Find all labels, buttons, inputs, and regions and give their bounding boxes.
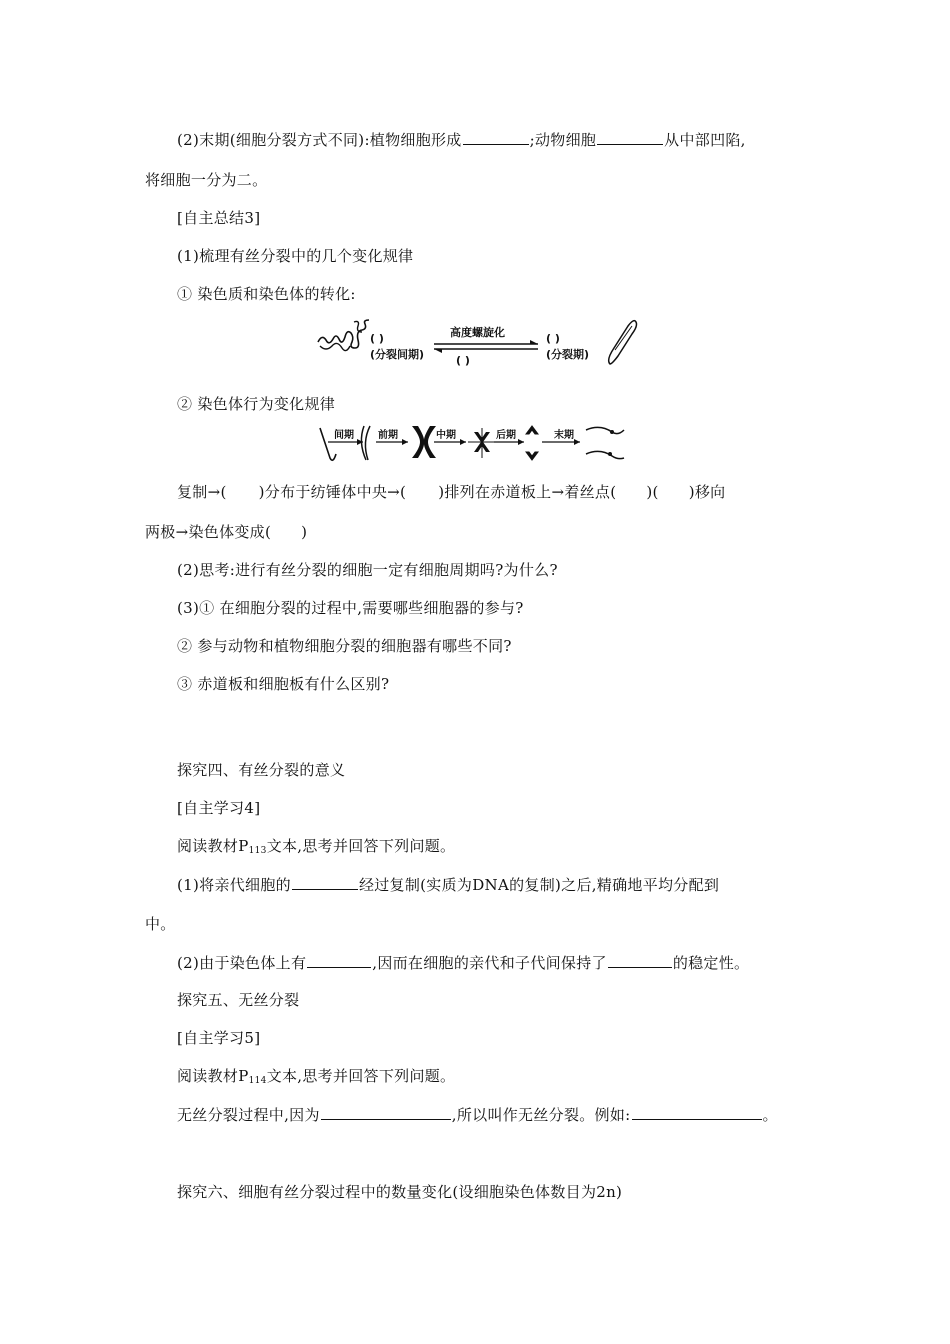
blank-cell-membrane[interactable] [597,129,663,145]
fig1-left-label: (分裂间期) [370,348,425,361]
sec5-q-b: ,所以叫作无丝分裂。例如: [451,1106,631,1124]
telophase-text-c: 从中部凹陷, [664,131,746,149]
seq-text-a: 复制→( [177,483,227,501]
x-chromosome-icon [412,426,436,458]
summary3-heading: [自主总结3] [177,209,261,227]
sec4-q1-b: 经过复制(实质为DNA的复制)之后,精确地平均分配到 [358,876,720,894]
summary3-sub1: ① 染色质和染色体的转化: [177,285,356,303]
sec4-read-line [177,836,455,861]
seq-text-b: )分布于纺锤体中央→( [258,483,407,501]
fig1-left-paren: ( ) [370,332,384,345]
summary3-item3b: ② 参与动物和植物细胞分裂的细胞器有哪些不同? [177,637,512,655]
blank-reason[interactable] [321,1104,451,1120]
blank-example[interactable] [632,1104,762,1120]
seq-text-c: )排列在赤道板上→着丝点( [438,483,617,501]
sec4-q2-c: 的稳定性。 [672,954,750,972]
summary3-sub2: ② 染色体行为变化规律 [177,395,336,413]
sec4-read-b: 文本,思考并回答下列问题。 [266,837,456,855]
chromatin-icon [318,320,369,348]
summary3-item2: (2)思考:进行有丝分裂的细胞一定有细胞周期吗?为什么? [177,561,558,579]
fig1-arrow-top: 高度螺旋化 [450,326,505,339]
sec4-q2-b: ,因而在细胞的亲代和子代间保持了 [372,954,607,972]
fig1-right-label: (分裂期) [546,348,590,361]
blank-inheritance[interactable] [608,952,672,968]
stage-telophase-label: 末期 [554,430,574,441]
summary3-item3: (3)① 在细胞分裂的过程中,需要哪些细胞器的参与? [177,599,524,617]
blank-genetic-material[interactable] [307,952,371,968]
blank-chromosomes[interactable] [292,874,358,890]
sec4-q1-line-2: 中。 [145,915,176,933]
telophase-text-b: ;动物细胞 [529,131,597,149]
sec4-q2-line [177,952,749,973]
sec5-title: 探究五、无丝分裂 [177,991,300,1009]
fig1-arrow-bottom: ( ) [456,354,470,367]
chromosome-icon [609,321,637,364]
sec5-q-a: 无丝分裂过程中,因为 [177,1106,320,1124]
sec4-heading: [自主学习4] [177,799,261,817]
sec4-page-number: 113 [248,846,267,856]
anaphase-chromosome-icon [526,426,538,460]
sec4-title: 探究四、有丝分裂的意义 [177,761,346,779]
sec5-page-number: 114 [248,1076,267,1086]
sec5-read-line [177,1066,455,1091]
fig1-right-paren: ( ) [546,332,560,345]
sec5-q-line [177,1104,778,1125]
seq-text-e: )移向 [688,483,726,501]
sec5-heading: [自主学习5] [177,1029,261,1047]
seq-text-d: )( [646,483,659,501]
telophase-line [177,129,746,150]
sec4-read-a: 阅读教材P [177,837,249,855]
sec4-q2-a: (2)由于染色体上有 [177,954,307,972]
sec6-title: 探究六、细胞有丝分裂过程中的数量变化(设细胞染色体数目为2n) [177,1183,623,1201]
sec5-read-a: 阅读教材P [177,1067,249,1085]
sec4-q1-a: (1)将亲代细胞的 [177,876,291,894]
seq-text-g: ) [301,523,308,541]
sec5-q-c: 。 [762,1106,778,1124]
seq-text-f: 两极→染色体变成( [145,523,272,541]
telophase-text-a: (2)末期(细胞分裂方式不同):植物细胞形成 [177,131,462,149]
chromatin-chromosome-diagram [310,312,640,374]
telophase-chromatin-icon [586,427,624,458]
stage-interphase-label: 间期 [334,430,354,441]
blank-cell-plate[interactable] [463,129,529,145]
stage-anaphase-label: 后期 [496,430,516,441]
sec5-read-b: 文本,思考并回答下列问题。 [266,1067,456,1085]
telophase-line-2: 将细胞一分为二。 [145,171,268,189]
stage-prophase-label: 前期 [378,430,398,441]
behavior-sequence-line-2 [145,522,307,542]
summary3-item1: (1)梳理有丝分裂中的几个变化规律 [177,247,414,265]
stage-metaphase-label: 中期 [436,430,456,441]
summary3-item3c: ③ 赤道板和细胞板有什么区别? [177,675,390,693]
sec4-q1-line [177,874,719,895]
chromosome-behavior-diagram [318,420,638,468]
behavior-sequence-line [177,482,725,502]
